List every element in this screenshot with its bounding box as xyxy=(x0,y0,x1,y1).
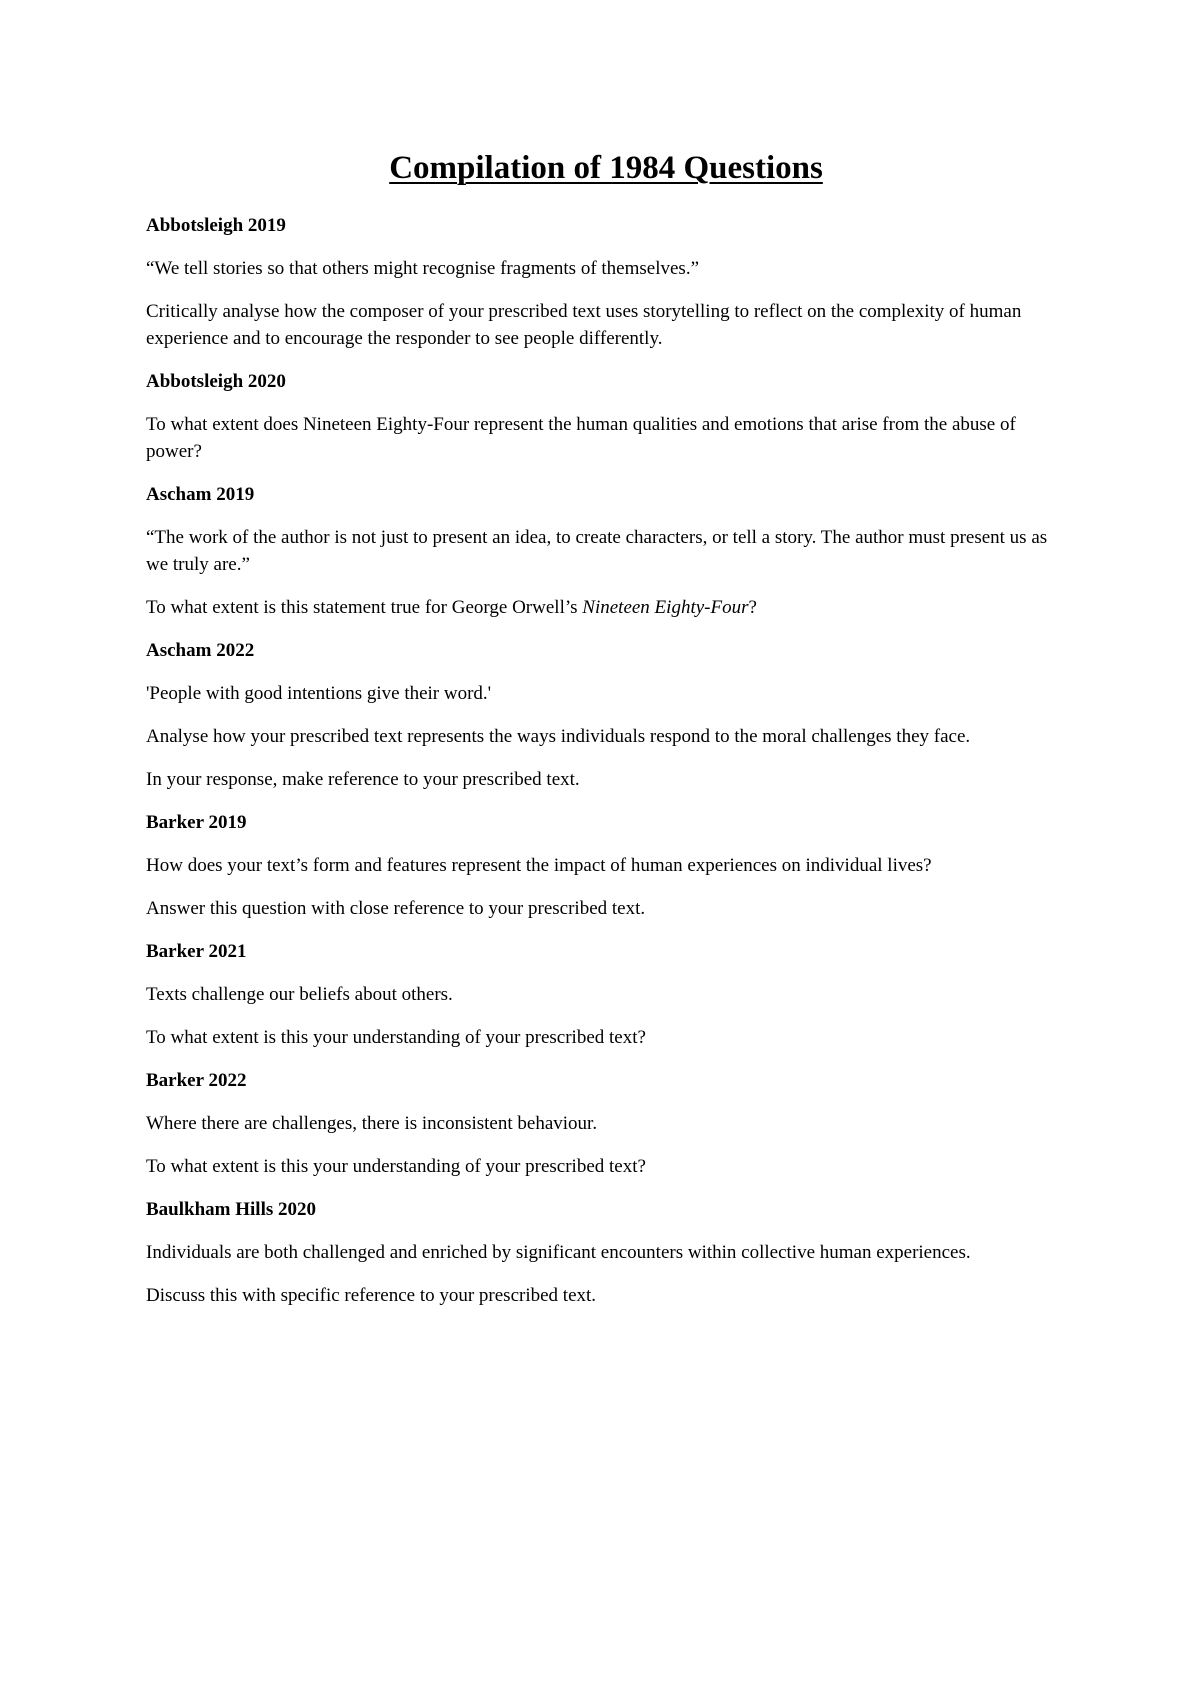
question-prompt: Analyse how your prescribed text represents the ways individuals respond to the moral challenges they face. xyxy=(146,726,971,747)
question-instruction: Discuss this with specific reference to your prescribed text. xyxy=(146,1285,597,1306)
question-prompt: Critically analyse how the composer of your prescribed text uses storytelling to reflect on the complexity of human experience and to encourage the responder to see people differently. xyxy=(146,301,1022,349)
prompt-text: To what extent is this statement true for George Orwell’s xyxy=(146,597,583,618)
question-section-abbotsleigh-2019 xyxy=(146,212,1066,352)
section-heading: Baulkham Hills 2020 xyxy=(146,1199,316,1220)
question-prompt: To what extent is this your understanding of your prescribed text? xyxy=(146,1156,646,1177)
question-statement: Individuals are both challenged and enriched by significant encounters within collective human experiences. xyxy=(146,1242,971,1263)
question-section-baulkham-hills-2020 xyxy=(146,1196,1066,1309)
question-quote: “The work of the author is not just to present an idea, to create characters, or tell a story. The author must present us as we truly are.” xyxy=(146,527,1048,575)
question-section-barker-2019 xyxy=(146,809,1066,922)
document-page xyxy=(146,146,1066,1325)
book-title: Nineteen Eighty-Four xyxy=(582,597,749,618)
question-statement: Where there are challenges, there is inconsistent behaviour. xyxy=(146,1113,598,1134)
section-heading: Ascham 2019 xyxy=(146,484,255,505)
question-section-barker-2022 xyxy=(146,1067,1066,1180)
prompt-text-end: ? xyxy=(748,597,757,618)
question-instruction: In your response, make reference to your prescribed text. xyxy=(146,769,580,790)
question-prompt: To what extent is this your understanding of your prescribed text? xyxy=(146,1027,646,1048)
question-quote: 'People with good intentions give their word.' xyxy=(146,683,492,704)
section-heading: Ascham 2022 xyxy=(146,640,255,661)
section-heading: Abbotsleigh 2020 xyxy=(146,371,286,392)
section-heading: Barker 2022 xyxy=(146,1070,247,1091)
question-section-abbotsleigh-2020 xyxy=(146,368,1066,465)
question-statement: Texts challenge our beliefs about others. xyxy=(146,984,453,1005)
question-section-barker-2021 xyxy=(146,938,1066,1051)
section-heading: Barker 2021 xyxy=(146,941,247,962)
question-prompt xyxy=(146,594,1066,621)
question-prompt: To what extent does Nineteen Eighty-Four represent the human qualities and emotions that arise from the abuse of power? xyxy=(146,414,1016,462)
section-heading: Barker 2019 xyxy=(146,812,247,833)
document-title: Compilation of 1984 Questions xyxy=(389,150,823,186)
section-heading: Abbotsleigh 2019 xyxy=(146,215,286,236)
question-section-ascham-2019 xyxy=(146,481,1066,621)
question-prompt: How does your text’s form and features represent the impact of human experiences on individual lives? xyxy=(146,855,932,876)
question-section-ascham-2022 xyxy=(146,637,1066,793)
question-instruction: Answer this question with close reference to your prescribed text. xyxy=(146,898,646,919)
question-quote: “We tell stories so that others might recognise fragments of themselves.” xyxy=(146,258,700,279)
